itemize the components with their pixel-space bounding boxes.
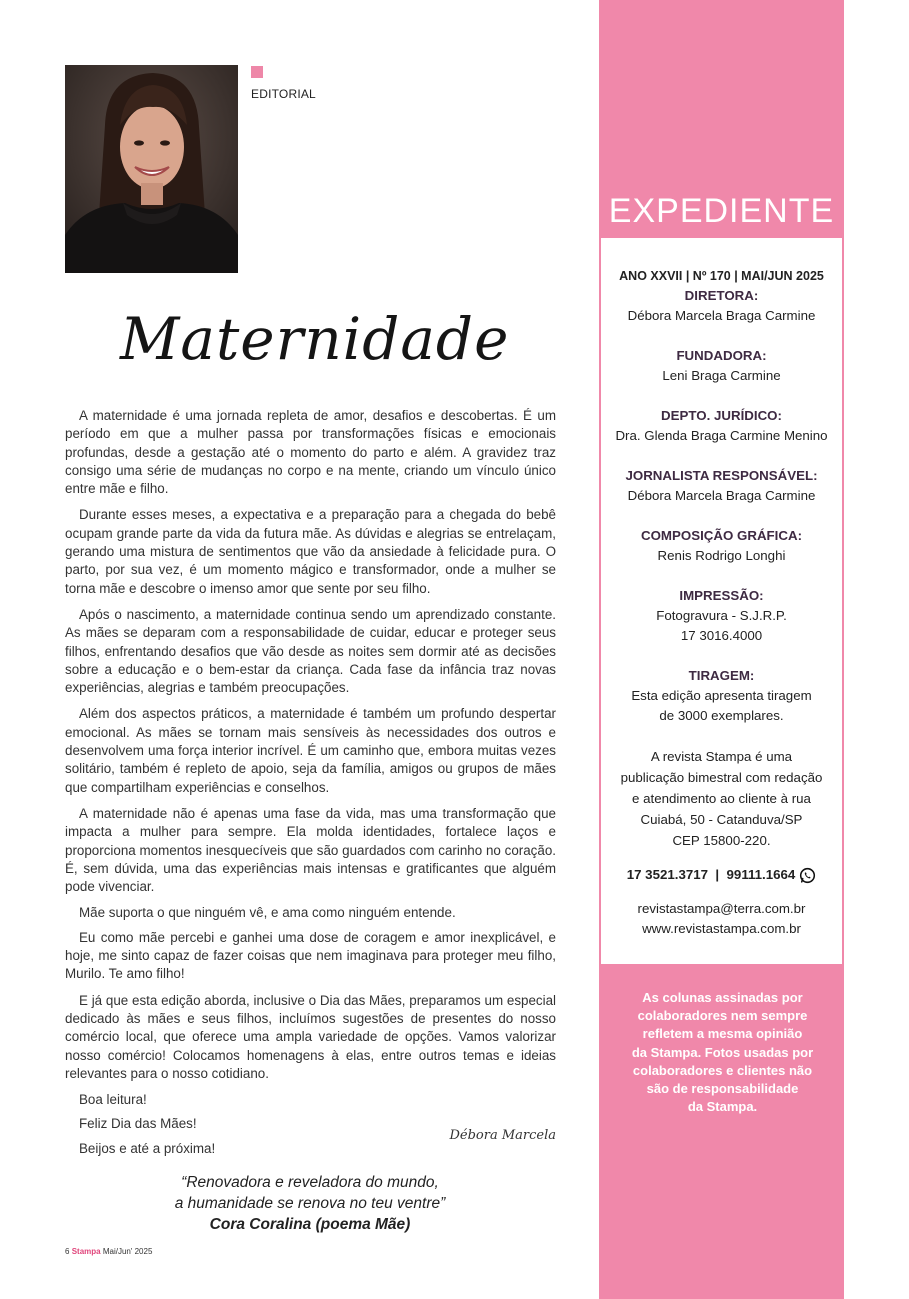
section-marker (251, 66, 263, 78)
role-value: Esta edição apresenta tiragem (631, 688, 812, 703)
about-text (601, 746, 842, 851)
editor-photo (65, 65, 238, 273)
whatsapp-icon[interactable] (799, 867, 816, 884)
role-value: Dra. Glenda Braga Carmine Menino (615, 428, 828, 443)
section-label: EDITORIAL (251, 87, 316, 101)
about-line: Cuiabá, 50 - Catanduva/SP (640, 812, 803, 827)
article-paragraph: Durante esses meses, a expectativa e a preparação para a chegada do bebê ocupam grande parte da vida da futura mãe. As dúvidas e alegrias se entrelaçam, gerando uma mistura de sentimentos que vão da ansiedade à felicidade pura. O parto, por sua vez, é um momento mágico e transformador, onde a mulher se torna mãe e descobre o imenso amor que sente por seu filho. (65, 507, 556, 596)
article-closing: Boa leitura! (79, 1092, 147, 1108)
page-number: 6 (65, 1247, 70, 1256)
article-paragraph: Eu como mãe percebi e ganhei uma dose de coragem e amor inexplicável, e hoje, me sinto capaz de fazer coisas que nem imaginava para proteger meu filho, Murilo. Te amo filho! (65, 929, 556, 982)
website-link[interactable]: www.revistastampa.com.br (642, 921, 801, 936)
disclaimer-line: da Stampa. Fotos usadas por (631, 1044, 814, 1060)
article-paragraph: A maternidade é uma jornada repleta de amor, desafios e descobertas. É um período em que a mulher passa por transformações físicas e emocionais profundas, desde a gestação até o momento do parto e além. A gravidez traz consigo uma série de mudanças no corpo e na mente, criando um vínculo único entre mãe e filho. (65, 408, 556, 497)
role-label: FUNDADORA: (676, 348, 767, 363)
article-paragraph: Além dos aspectos práticos, a maternidade é também um profundo despertar emocional. As mães se tornam mais sensíveis às necessidades dos outros e desenvolvem uma força interior incrível. É um caminho que, embora muitas vezes solitário, também é repleto de apoio, seja da família, amigos ou grupos de mães que compartilham experiências e conselhos. (65, 706, 556, 795)
quote-line: “Renovadora e reveladora do mundo, (181, 1174, 439, 1191)
phone-numbers (601, 865, 842, 885)
article-closing: Feliz Dia das Mães! (79, 1116, 197, 1132)
about-line: CEP 15800-220. (672, 833, 771, 848)
role-value: Débora Marcela Braga Carmine (627, 488, 816, 503)
article-paragraph: E já que esta edição aborda, inclusive o Dia das Mães, preparamos um especial dedicado às mães e seus filhos, incluímos sugestões de presentes do nosso comércio local, que oferece uma ampla variedade de opções. Vamos valorizar nosso comércio! Colocamos homenagens à elas, entre outros temas e ideias relevantes para o nosso cotidiano. (65, 992, 556, 1081)
author-signature: Débora Marcela (449, 1128, 556, 1143)
disclaimer-line: colaboradores e clientes não (632, 1062, 813, 1078)
footer-issue: Mai/Jun' 2025 (102, 1247, 153, 1256)
disclaimer-line: refletem a mesma opinião (642, 1026, 803, 1042)
disclaimer-line: colaboradores nem sempre (637, 1008, 808, 1024)
issue-line: ANO XXVII | Nº 170 | MAI/JUN 2025 (619, 269, 824, 283)
contacts (601, 899, 842, 939)
role-label: IMPRESSÃO: (679, 588, 764, 603)
about-line: A revista Stampa é uma (650, 749, 793, 764)
role-label: TIRAGEM: (688, 668, 755, 683)
role-value: Leni Braga Carmine (662, 368, 781, 383)
footer-brand: Stampa (71, 1247, 101, 1256)
editor-portrait-icon (65, 65, 238, 273)
role-value: 17 3016.4000 (680, 628, 763, 643)
quote-author: Cora Coralina (poema Mãe) (209, 1216, 411, 1233)
disclaimer-line: As colunas assinadas por (642, 990, 803, 1005)
quote-line: a humanidade se renova no teu ventre” (174, 1195, 446, 1212)
page-footer (65, 1247, 152, 1256)
article-title: Maternidade (120, 305, 510, 373)
role-label: COMPOSIÇÃO GRÁFICA: (640, 528, 803, 543)
article-body (65, 407, 556, 1164)
article-paragraph: Após o nascimento, a maternidade continua sendo um aprendizado constante. As mães se deparam com a responsabilidade de cuidar, educar e proteger seus filhos, enfrentando desafios que vão desde as noites sem dormir até as decisões sobre a educação e o bem-estar da criança. Cada fase da infância traz novas experiências, alegrias e também preocupações. (65, 606, 556, 696)
disclaimer-line: da Stampa. (687, 1099, 758, 1115)
role-value: de 3000 exemplares. (659, 708, 784, 723)
role-label: DIRETORA: (684, 288, 759, 303)
disclaimer (610, 989, 835, 1116)
about-line: publicação bimestral com redação (620, 770, 823, 785)
expediente-title: EXPEDIENTE (608, 192, 835, 230)
expediente-content (601, 266, 842, 939)
role-label: DEPTO. JURÍDICO: (661, 408, 782, 423)
pull-quote (140, 1172, 480, 1235)
role-label: JORNALISTA RESPONSÁVEL: (625, 468, 818, 483)
about-line: e atendimento ao cliente à rua (632, 791, 811, 806)
article-paragraph: Mãe suporta o que ninguém vê, e ama como ninguém entende. (79, 905, 456, 921)
role-value: Fotogravura - S.J.R.P. (656, 608, 787, 623)
email-link[interactable]: revistastampa@terra.com.br (637, 901, 806, 916)
phone-text: 17 3521.3717 | 99111.1664 (626, 867, 796, 882)
role-value: Débora Marcela Braga Carmine (627, 308, 816, 323)
article-paragraph: A maternidade não é apenas uma fase da vida, mas uma transformação que impacta a mulher para sempre. Ela molda identidades, fortalece laços e proporciona momentos inesquecíveis que são guardados com carinho no coração. É, sem dúvida, uma das experiências mais intensas e gratificantes que alguém pode vivenciar. (65, 805, 556, 895)
role-value: Renis Rodrigo Longhi (657, 548, 786, 563)
article-closing: Beijos e até a próxima! (79, 1140, 216, 1156)
disclaimer-line: são de responsabilidade (646, 1081, 799, 1097)
